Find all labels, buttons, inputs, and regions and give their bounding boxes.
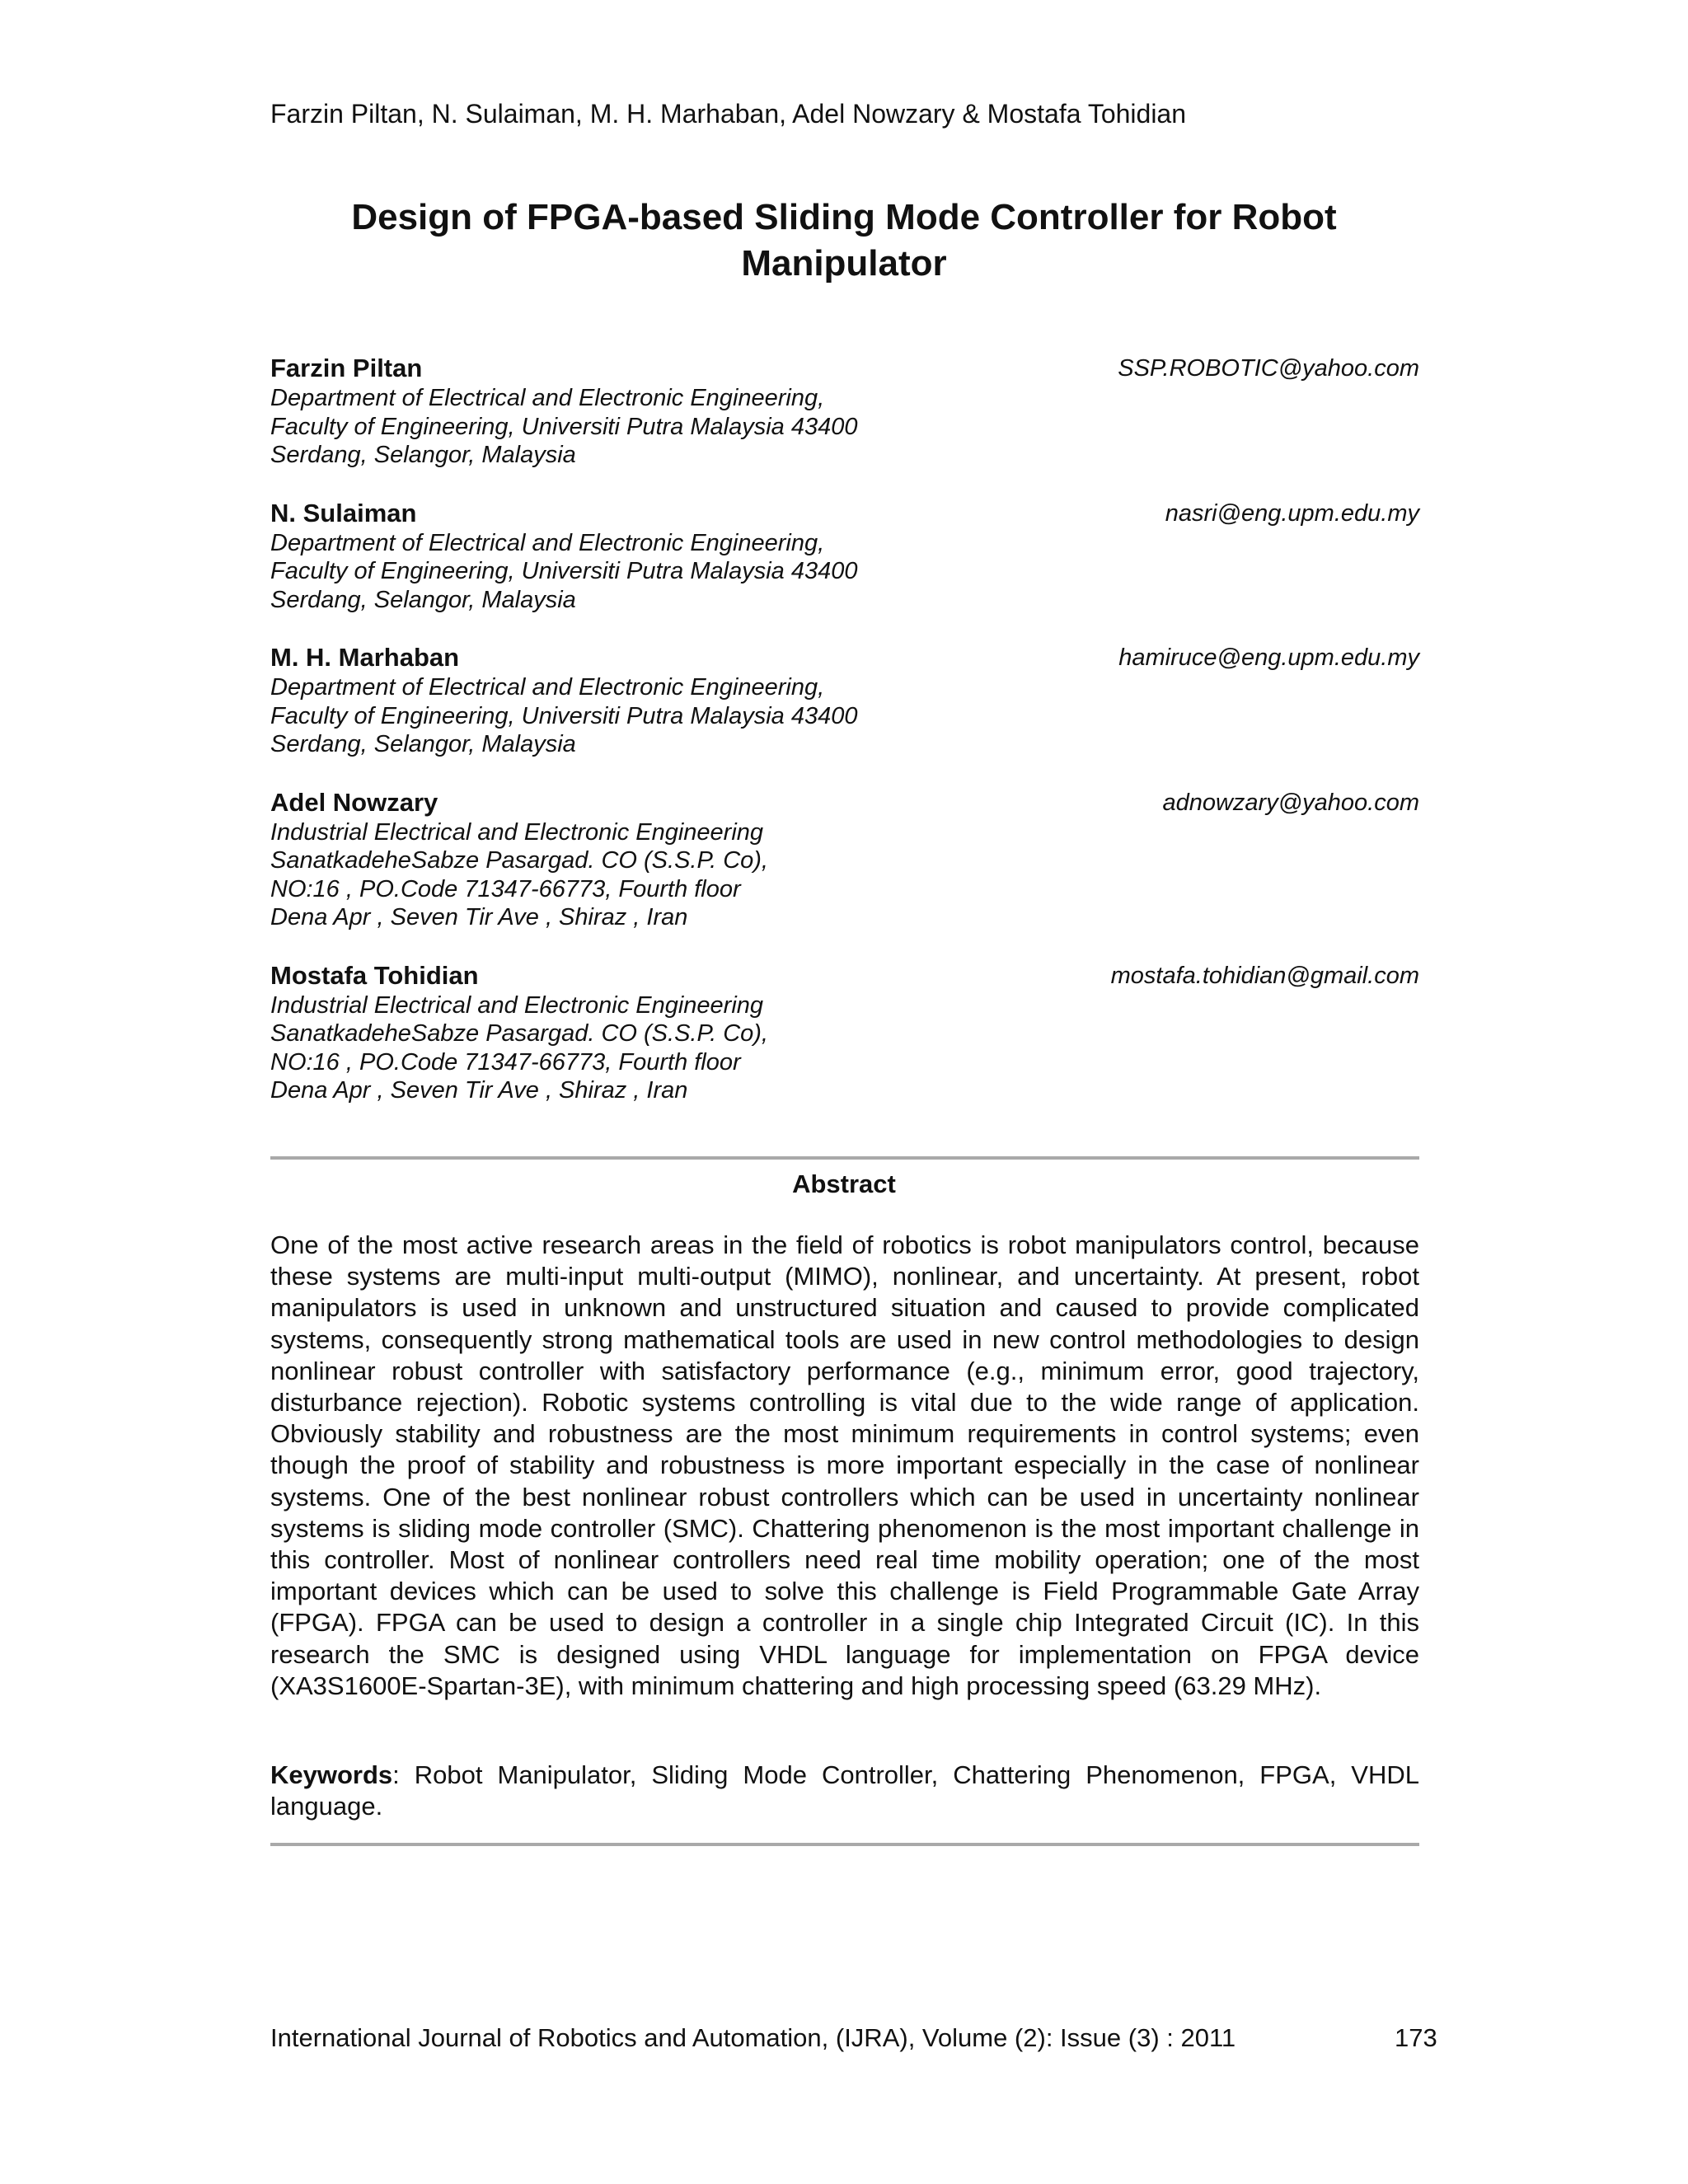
author-email[interactable]: mostafa.tohidian@gmail.com <box>1110 962 1419 989</box>
page-number: 173 <box>1395 2023 1437 2052</box>
author-affiliation-line: SanatkadeheSabze Pasargad. CO (S.S.P. Co), <box>270 1020 768 1047</box>
journal-footer: International Journal of Robotics and Automation, (IJRA), Volume (2): Issue (3) : 2011 <box>270 2023 1236 2052</box>
author-block <box>270 787 1419 932</box>
author-affiliation-line: NO:16 , PO.Code 71347-66773, Fourth floor <box>270 1048 741 1076</box>
author-affiliation-line: Dena Apr , Seven Tir Ave , Shiraz , Iran <box>270 904 688 930</box>
author-affiliation-line: Faculty of Engineering, Universiti Putra Malaysia 43400 <box>270 558 858 584</box>
author-affiliation-line: SanatkadeheSabze Pasargad. CO (S.S.P. Co), <box>270 847 768 874</box>
author-affiliation-line: Faculty of Engineering, Universiti Putra Malaysia 43400 <box>270 702 858 729</box>
author-block <box>270 960 1419 1105</box>
keywords-text: : Robot Manipulator, Sliding Mode Controller, Chattering Phenomenon, FPGA, VHDL language. <box>270 1760 1419 1821</box>
keywords-label: Keywords <box>270 1760 393 1789</box>
author-email[interactable]: adnowzary@yahoo.com <box>1162 789 1419 816</box>
keywords-paragraph <box>270 1760 1419 1822</box>
author-email[interactable]: SSP.ROBOTIC@yahoo.com <box>1118 355 1419 382</box>
author-affiliation-line: Dena Apr , Seven Tir Ave , Shiraz , Iran <box>270 1077 688 1104</box>
paper-title-line-2: Manipulator <box>741 243 947 284</box>
author-affiliation-line: Department of Electrical and Electronic Engineering, <box>270 529 825 556</box>
paper-title <box>0 194 1688 287</box>
running-head: Farzin Piltan, N. Sulaiman, M. H. Marhaban, Adel Nowzary & Mostafa Tohidian <box>270 99 1187 129</box>
author-email[interactable]: hamiruce@eng.upm.edu.my <box>1118 644 1419 671</box>
abstract-bottom-divider <box>270 1843 1419 1846</box>
author-affiliation-line: Serdang, Selangor, Malaysia <box>270 442 576 468</box>
author-affiliation-line: Department of Electrical and Electronic Engineering, <box>270 674 825 701</box>
author-name: Farzin Piltan <box>270 354 423 382</box>
author-list <box>270 353 1419 1133</box>
author-affiliation-line: Industrial Electrical and Electronic Engineering <box>270 991 764 1019</box>
abstract-heading: Abstract <box>792 1169 896 1198</box>
author-block <box>270 498 1419 615</box>
author-block <box>270 642 1419 759</box>
paper-title-line-1: Design of FPGA-based Sliding Mode Controller for Robot <box>351 197 1337 237</box>
author-affiliation-line: Serdang, Selangor, Malaysia <box>270 731 576 757</box>
abstract-body: One of the most active research areas in the field of robotics is robot manipulators control, because these systems are multi-input multi-output (MIMO), nonlinear, and uncertainty. At present, robot manipulators is used in unknown and unstructured situation and caused to provide complicated systems, consequently strong mathematical tools are used in new control methodologies to design nonlinear robust controller with satisfactory performance (e.g., minimum error, good trajectory, disturbance rejection). Robotic systems controlling is vital due to the wide range of application. Obviously stability and robustness are the most minimum requirements in control systems; even though the proof of stability and robustness is more important especially in the case of nonlinear systems. One of the best nonlinear robust controllers which can be used in uncertainty nonlinear systems is sliding mode controller (SMC). Chattering phenomenon is the most important challenge in this controller. Most of nonlinear controllers need real time mobility operation; one of the most important devices which can be used to solve this challenge is Field Programmable Gate Array (FPGA). FPGA can be used to design a controller in a single chip Integrated Circuit (IC). In this research the SMC is designed using VHDL language for implementation on FPGA device (XA3S1600E-Spartan-3E), with minimum chattering and high processing speed (63.29 MHz). <box>270 1230 1419 1700</box>
author-affiliation-line: Faculty of Engineering, Universiti Putra Malaysia 43400 <box>270 413 858 440</box>
author-affiliation-line: Serdang, Selangor, Malaysia <box>270 586 576 613</box>
author-affiliation-line: Industrial Electrical and Electronic Engineering <box>270 818 764 846</box>
author-name: Adel Nowzary <box>270 787 438 817</box>
author-affiliation-line: Department of Electrical and Electronic Engineering, <box>270 385 825 411</box>
author-block <box>270 353 1419 470</box>
author-name: N. Sulaiman <box>270 498 417 527</box>
abstract-top-divider <box>270 1156 1419 1160</box>
author-affiliation-line: NO:16 , PO.Code 71347-66773, Fourth floor <box>270 875 741 902</box>
author-name: Mostafa Tohidian <box>270 960 479 990</box>
author-name: M. H. Marhaban <box>270 643 460 672</box>
author-email[interactable]: nasri@eng.upm.edu.my <box>1165 499 1419 527</box>
